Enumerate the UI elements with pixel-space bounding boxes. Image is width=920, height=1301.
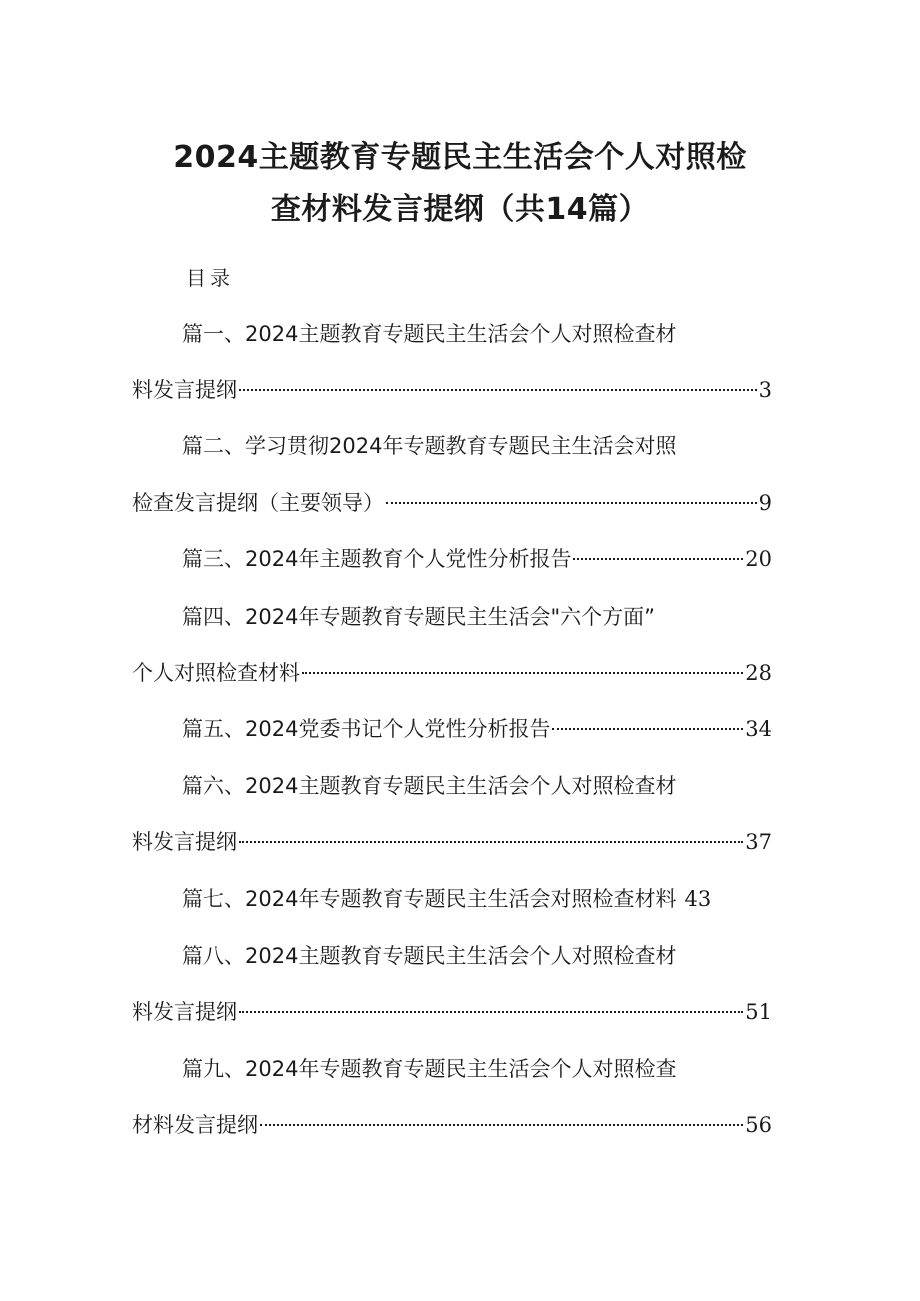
toc-dot-leader	[239, 841, 743, 843]
toc-entry-4-line2[interactable]	[132, 657, 772, 689]
toc-entry-9-line1[interactable]	[182, 1053, 772, 1085]
toc-page-number: 43	[684, 887, 712, 911]
toc-entry-text: 篇九、2024年专题教育专题民主生活会个人对照检查	[182, 1057, 677, 1081]
toc-entry-text: 个人对照检查材料	[132, 661, 300, 685]
toc-dot-leader	[239, 1011, 743, 1013]
toc-page-number: 37	[745, 830, 772, 854]
toc-entry-9-line2[interactable]	[132, 1109, 772, 1141]
document-title	[120, 132, 800, 236]
toc-entry-text: 篇八、2024主题教育专题民主生活会个人对照检查材	[182, 944, 677, 968]
toc-entry-text: 料发言提纲	[132, 378, 237, 402]
toc-page-number: 20	[745, 547, 772, 571]
toc-entry-8-line1[interactable]	[182, 940, 772, 972]
toc-entry-1-line1[interactable]	[182, 318, 772, 350]
toc-dot-leader	[573, 558, 743, 560]
toc-entry-6-line2[interactable]	[132, 826, 772, 858]
toc-entry-6-line1[interactable]	[182, 770, 772, 802]
toc-entry-2-line2[interactable]	[132, 487, 772, 519]
toc-entry-text: 料发言提纲	[132, 1000, 237, 1024]
toc-page-number: 51	[745, 1000, 772, 1024]
toc-page-number: 34	[745, 717, 772, 741]
toc-page-number: 3	[758, 378, 772, 402]
toc-dot-leader	[386, 502, 757, 504]
toc-entry-text: 篇一、2024主题教育专题民主生活会个人对照检查材	[182, 322, 677, 346]
toc-heading: 目录	[186, 266, 234, 290]
toc-entry-text: 篇五、2024党委书记个人党性分析报告	[182, 717, 551, 741]
toc-entry-4-line1[interactable]	[182, 601, 772, 633]
toc-entry-8-line2[interactable]	[132, 996, 772, 1028]
toc-entry-7[interactable]	[182, 883, 772, 915]
toc-entry-text: 材料发言提纲	[132, 1113, 258, 1137]
toc-page-number: 56	[745, 1113, 772, 1137]
toc-page-number: 28	[745, 661, 772, 685]
toc-dot-leader	[260, 1124, 743, 1126]
toc-entry-text: 篇七、2024年专题教育专题民主生活会对照检查材料	[182, 887, 677, 911]
toc-dot-leader	[302, 672, 743, 674]
toc-entry-1-line2[interactable]	[132, 374, 772, 406]
toc-page-number: 9	[758, 491, 772, 515]
toc-entry-text: 篇四、2024年专题教育专题民主生活会"六个方面”	[182, 605, 655, 629]
toc-entry-text: 检查发言提纲（主要领导）	[132, 491, 384, 515]
toc-entry-text: 篇三、2024年主题教育个人党性分析报告	[182, 547, 572, 571]
toc-dot-leader	[239, 389, 757, 391]
document-title-line2: 查材料发言提纲（共14篇）	[270, 192, 650, 227]
document-title-line1: 2024主题教育专题民主生活会个人对照检	[173, 140, 747, 175]
toc-entry-3[interactable]	[182, 543, 772, 575]
toc-dot-leader	[552, 728, 743, 730]
toc-entry-text: 篇二、学习贯彻2024年专题教育专题民主生活会对照	[182, 434, 677, 458]
toc-entry-5[interactable]	[182, 713, 772, 745]
toc-entry-text: 篇六、2024主题教育专题民主生活会个人对照检查材	[182, 774, 677, 798]
toc-entry-text: 料发言提纲	[132, 830, 237, 854]
toc-entry-2-line1[interactable]	[182, 430, 772, 462]
